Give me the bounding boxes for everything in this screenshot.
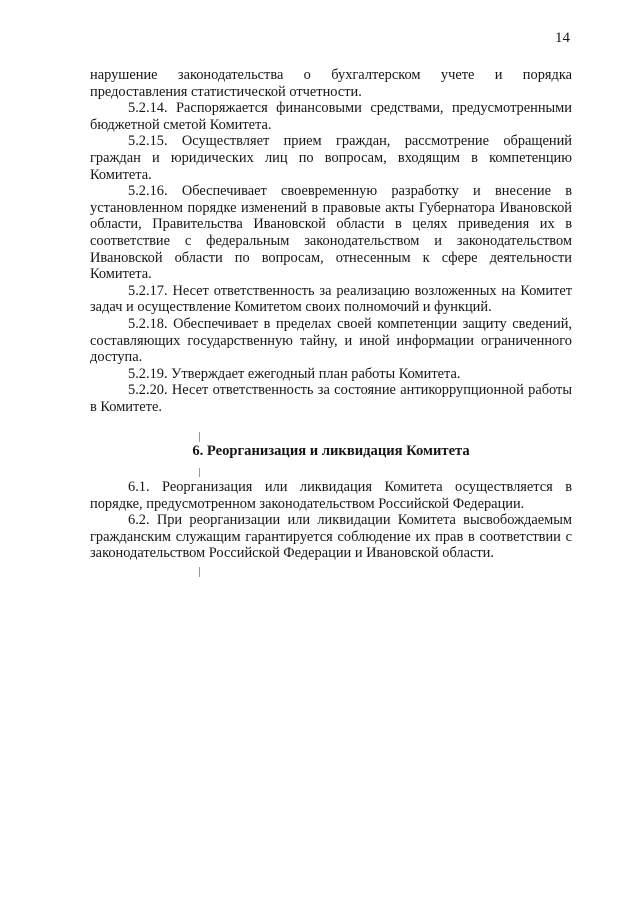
scan-artifact-mark (199, 468, 200, 477)
clause-5-2-15: 5.2.15. Осуществляет прием граждан, рассмотрение обращений граждан и юридических лиц по вопросам, входящим в компетенцию Комитета. (90, 133, 572, 183)
clause-5-2-20: 5.2.20. Несет ответственность за состояние антикоррупционной работы в Комитете. (90, 382, 572, 415)
clause-5-2-14: 5.2.14. Распоряжается финансовыми средствами, предусмотренными бюджетной сметой Комитета. (90, 100, 572, 133)
clause-5-2-19: 5.2.19. Утверждает ежегодный план работы Комитета. (128, 365, 461, 382)
section-6-heading: 6. Реорганизация и ликвидация Комитета (192, 443, 470, 460)
clause-6-1: 6.1. Реорганизация или ликвидация Комитета осуществляется в порядке, предусмотренном законодательством Российской Федерации. (90, 479, 572, 512)
intro-paragraph: нарушение законодательства о бухгалтерском учете и порядка предоставления статистической отчетности. (90, 67, 572, 100)
clause-5-2-17: 5.2.17. Несет ответственность за реализацию возложенных на Комитет задач и осуществление Комитетом своих полномочий и функций. (90, 282, 572, 316)
clause-5-2-18: 5.2.18. Обеспечивает в пределах своей компетенции защиту сведений, составляющих государственную тайну, и иной информации ограниченного доступа. (90, 315, 572, 366)
clause-6-2: 6.2. При реорганизации или ликвидации Комитета высвобождаемым гражданским служащим гарантируется соблюдение их прав в соответствии с законодательством Российской Федерации и Ивановской области. (90, 512, 572, 562)
scan-artifact-mark (199, 432, 200, 442)
document-body (90, 67, 572, 562)
scan-artifact-mark (199, 567, 200, 577)
page-number: 14 (555, 30, 570, 46)
clause-5-2-16: 5.2.16. Обеспечивает своевременную разработку и внесение в установленном порядке изменений в правовые акты Губернатора Ивановской области, Правительства Ивановской области в целях приведения их в соответствие с федеральным законодательством и законодательством Ивановской области по вопросам, отнесенным к сфере деятельности Комитета. (90, 183, 572, 283)
